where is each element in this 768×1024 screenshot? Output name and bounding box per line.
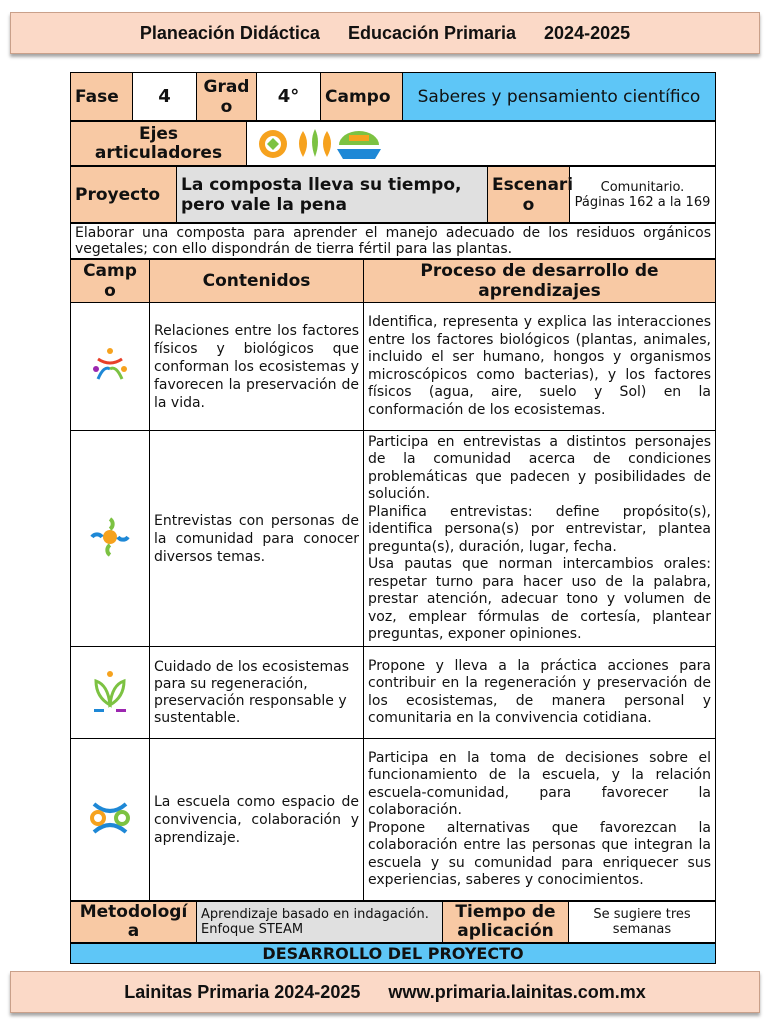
row-icon-cell — [71, 739, 150, 901]
proceso-paragraph: Identifica, representa y explica las interacciones entre los factores biológicos (plantas, animales, incluido el ser humano, hongos y organismos microscópicos como bacterias), y los factores físicos (agua, aire, suelo y Sol) en la conformación de los ecosistemas. — [368, 314, 711, 418]
proyecto-value: La composta lleva su tiempo, pero vale la pena — [177, 167, 488, 223]
table-row — [71, 739, 716, 901]
pensamiento-critico-icon — [337, 131, 381, 159]
table-row — [71, 303, 716, 431]
tiempo-label: Tiempo de aplicación — [443, 902, 569, 943]
proceso-column-header: Proceso de desarrollo de aprendizajes — [364, 260, 716, 303]
escenario-value: Comunitario. Páginas 162 a la 169 — [570, 167, 716, 223]
proceso-paragraph: Propone alternativas que favorezcan la colaboración entre las personas que integran la escuela y su comunidad para enriquecer sus experiencias, saberes y conocimientos. — [368, 819, 711, 888]
desarrollo-table — [70, 943, 716, 964]
header-level: Educación Primaria — [347, 22, 517, 43]
proceso-text — [364, 303, 716, 431]
proceso-paragraph: Propone y lleva a la práctica acciones para contribuir en la regeneración y preservación de los ecosistemas, de manera personal y comunitaria en la convivencia cotidiana. — [368, 657, 711, 726]
proceso-paragraph: Participa en la toma de decisiones sobre el funcionamiento de la escuela, y la relación escuela-comunidad, para favorecer la colaboración. — [368, 749, 711, 818]
etica-naturaleza-sociedades-icon — [90, 669, 130, 713]
row-icon-cell — [71, 303, 150, 431]
grado-label: Grad o — [197, 73, 257, 121]
tiempo-value: Se sugiere tres semanas — [569, 902, 716, 943]
fase-value: 4 — [133, 73, 197, 121]
table-row — [71, 647, 716, 739]
metodologia-table — [70, 901, 716, 943]
metodologia-value: Aprendizaje basado en indagación. Enfoque STEAM — [197, 902, 443, 943]
proceso-text — [364, 739, 716, 901]
vida-saludable-icon — [259, 130, 287, 158]
ejes-icons — [247, 122, 716, 166]
content-table — [70, 259, 716, 901]
lenguajes-icon — [90, 517, 130, 557]
info-table — [70, 72, 716, 121]
proyecto-table — [70, 166, 716, 223]
humano-comunitario-icon — [90, 798, 130, 838]
proceso-paragraph: Planifica entrevistas: define propósito(s), identifica persona(s) por entrevistar, plantea pregunta(s), duración, lugar, fecha. — [368, 503, 711, 555]
planeacion-sheet — [70, 72, 716, 964]
campo-column-header: Camp o — [71, 260, 150, 303]
contenido-text: Relaciones entre los factores físicos y biológicos que conforman los ecosistemas y favorecen la preservación de la vida. — [150, 303, 364, 431]
inclusion-icon — [299, 129, 331, 157]
ejes-table — [70, 121, 716, 166]
ejes-articuladores-icons — [253, 125, 403, 163]
escenario-label: Escenari o — [488, 167, 570, 223]
proceso-text — [364, 647, 716, 739]
campo-value: Saberes y pensamiento científico — [403, 73, 716, 121]
proceso-text — [364, 431, 716, 647]
contenido-text: Cuidado de los ecosistemas para su regeneración, preservación responsable y sustentable. — [150, 647, 364, 739]
campo-label: Campo — [321, 73, 403, 121]
grado-value: 4° — [257, 73, 321, 121]
project-objective: Elaborar una composta para aprender el manejo adecuado de los residuos orgánicos vegetales; con ello dispondrán de tierra fértil para las plantas. — [71, 224, 716, 259]
contenido-text: Entrevistas con personas de la comunidad para conocer diversos temas. — [150, 431, 364, 647]
table-row — [71, 431, 716, 647]
footer-url[interactable]: www.primaria.lainitas.com.mx — [388, 981, 646, 1002]
header-title: Planeación Didáctica — [139, 22, 320, 43]
row-icon-cell — [71, 431, 150, 647]
metodologia-label: Metodologí a — [71, 902, 197, 943]
footer-site-name: Lainitas Primaria 2024-2025 — [124, 981, 361, 1002]
saberes-pensamiento-cientifico-icon — [90, 345, 130, 385]
contenidos-column-header: Contenidos — [150, 260, 364, 303]
proceso-paragraph: Usa pautas que norman intercambios orales: respetar turno para hacer uso de la palabra, prestar atención, adecuar tono y volumen de voz, emplear fórmulas de cortesía, plantear preguntas, exponer opiniones. — [368, 556, 711, 642]
footer-banner — [10, 971, 760, 1013]
proyecto-label: Proyecto — [71, 167, 177, 223]
fase-label: Fase — [71, 73, 133, 121]
ejes-label: Ejes articuladores — [71, 122, 247, 166]
header-banner — [10, 12, 760, 54]
row-icon-cell — [71, 647, 150, 739]
header-year: 2024-2025 — [544, 22, 631, 43]
contenido-text: La escuela como espacio de convivencia, colaboración y aprendizaje. — [150, 739, 364, 901]
objective-table — [70, 223, 716, 259]
desarrollo-title: DESARROLLO DEL PROYECTO — [71, 944, 716, 964]
proceso-paragraph: Participa en entrevistas a distintos personajes de la comunidad acerca de condiciones problemáticas que padecen y posibilidades de solución. — [368, 433, 711, 502]
